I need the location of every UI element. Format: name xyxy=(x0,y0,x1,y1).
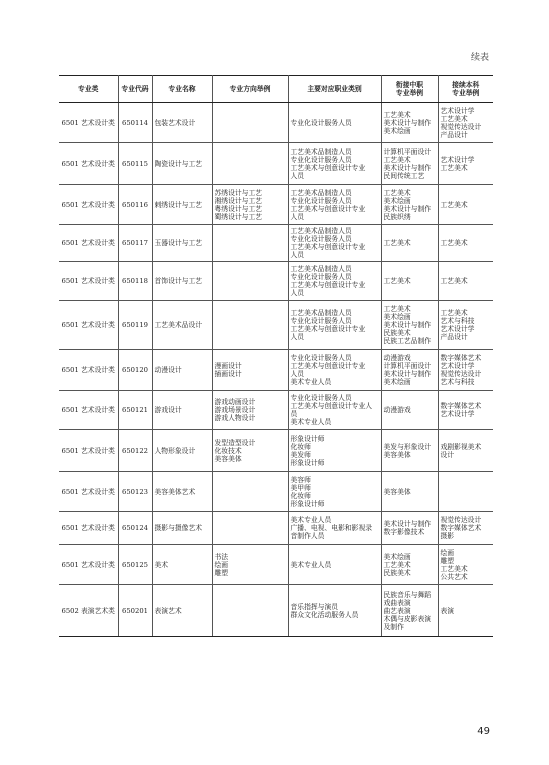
occupation-cell-line: 美术专业人员 xyxy=(290,516,332,524)
code-cell-line: 650121 xyxy=(122,406,148,414)
occupation-cell xyxy=(288,350,381,391)
undergrad-link-cell-line: 艺术设计学 xyxy=(440,362,475,370)
category-cell-line: 6501 艺术设计类 xyxy=(61,406,115,414)
secondary-link-cell xyxy=(381,185,438,225)
table-row xyxy=(59,262,493,301)
undergrad-link-cell-line: 雕塑 xyxy=(440,556,455,565)
occupation-cell-line: 工艺美术品制造人员 xyxy=(290,265,352,273)
major-name-cell xyxy=(152,103,212,143)
undergrad-link-cell xyxy=(438,143,493,185)
occupation-cell-line: 工艺美术与创意设计专业 xyxy=(290,362,366,370)
occupation-cell-line: 美甲师 xyxy=(290,483,311,492)
direction-cell-line: 游戏人物设计 xyxy=(214,414,256,422)
occupation-cell-line: 工艺美术与创意设计专业人 xyxy=(290,402,373,410)
occupation-cell xyxy=(288,225,381,262)
header-secondary-link xyxy=(381,76,438,103)
major-name-cell xyxy=(152,350,212,391)
undergrad-link-cell-line: 数字媒体艺术 xyxy=(440,402,482,410)
table-row xyxy=(59,430,493,472)
major-name-cell-line: 刺绣设计与工艺 xyxy=(154,200,203,209)
secondary-link-cell-line: 美术绘画 xyxy=(383,126,411,135)
occupation-cell-line: 专业化设计服务人员 xyxy=(290,155,352,164)
undergrad-link-cell xyxy=(438,185,493,225)
code-cell xyxy=(118,472,152,512)
table-row xyxy=(59,545,493,585)
occupation-cell-line: 工艺美术与创意设计专业 xyxy=(290,325,366,333)
category-cell xyxy=(59,301,118,350)
secondary-link-cell xyxy=(381,545,438,585)
header-line: 专业代码 xyxy=(121,85,149,93)
code-cell xyxy=(118,430,152,472)
category-cell-line: 6502 表演艺术类 xyxy=(61,606,115,615)
undergrad-link-cell-line: 工艺美术 xyxy=(440,277,468,285)
category-cell-line: 6501 艺术设计类 xyxy=(61,560,115,569)
secondary-link-cell-line: 美术绘画 xyxy=(383,313,411,321)
secondary-link-cell xyxy=(381,225,438,262)
table-row xyxy=(59,585,493,637)
direction-cell-line: 绘画 xyxy=(214,560,229,569)
major-name-cell-line: 玉器设计与工艺 xyxy=(154,239,203,247)
secondary-link-cell-line: 美术设计与制作 xyxy=(383,118,432,127)
occupation-cell xyxy=(288,430,381,472)
occupation-cell-line: 工艺美术品制造人员 xyxy=(290,188,352,197)
occupation-cell-line: 形象设计师 xyxy=(290,499,325,508)
table-row xyxy=(59,225,493,262)
category-cell xyxy=(59,185,118,225)
undergrad-link-cell-line: 数字媒体艺术 xyxy=(440,354,482,362)
occupation-cell xyxy=(288,143,381,185)
occupation-cell-line: 形象设计师 xyxy=(290,434,325,443)
occupation-cell xyxy=(288,301,381,350)
direction-cell-line: 湘绣设计与工艺 xyxy=(214,196,263,205)
category-cell xyxy=(59,472,118,512)
undergrad-link-cell xyxy=(438,391,493,430)
occupation-cell-line: 美术专业人员 xyxy=(290,418,332,426)
undergrad-link-cell-line: 产品设计 xyxy=(440,333,468,341)
major-name-cell xyxy=(152,185,212,225)
code-cell-line: 650118 xyxy=(122,277,148,285)
occupation-cell xyxy=(288,185,381,225)
occupation-cell-line: 美术专业人员 xyxy=(290,560,332,569)
continued-label: 续表 xyxy=(470,53,489,63)
code-cell xyxy=(118,512,152,545)
secondary-link-cell-line: 数字影像技术 xyxy=(383,528,425,536)
major-name-cell xyxy=(152,512,212,545)
occupation-cell-line: 专业化设计服务人员 xyxy=(290,118,352,127)
category-cell-line: 6501 艺术设计类 xyxy=(61,524,115,532)
header-line: 专业名称 xyxy=(168,85,196,93)
code-cell xyxy=(118,225,152,262)
secondary-link-cell xyxy=(381,512,438,545)
table-row xyxy=(59,391,493,430)
occupation-cell-line: 人员 xyxy=(290,370,305,378)
major-name-cell-line: 美术 xyxy=(154,560,169,569)
secondary-link-cell-line: 美术设计与制作 xyxy=(383,520,432,528)
secondary-link-cell-line: 民族美术 xyxy=(383,329,411,337)
secondary-link-cell-line: 民族织绣 xyxy=(383,212,411,221)
occupation-cell-line: 专业化设计服务人员 xyxy=(290,196,352,205)
category-cell-line: 6501 艺术设计类 xyxy=(61,159,115,168)
secondary-link-cell-line: 民族美术 xyxy=(383,568,411,577)
secondary-link-cell-line: 美容美体 xyxy=(383,487,411,496)
occupation-cell-line: 工艺美术与创意设计专业 xyxy=(290,163,366,172)
secondary-link-cell xyxy=(381,103,438,143)
direction-cell xyxy=(212,350,288,391)
undergrad-link-cell-line: 工艺美术 xyxy=(440,114,468,123)
occupation-cell-line: 音乐指挥与演员 xyxy=(290,602,339,611)
undergrad-link-cell-line: 艺术设计学 xyxy=(440,325,475,333)
code-cell xyxy=(118,391,152,430)
direction-cell-line: 漫画设计 xyxy=(214,362,242,370)
direction-cell-line: 游戏场景设计 xyxy=(214,406,256,414)
code-cell-line: 650115 xyxy=(122,159,148,168)
direction-cell xyxy=(212,185,288,225)
undergrad-link-cell-line: 公共艺术 xyxy=(440,572,468,581)
occupation-cell-line: 人员 xyxy=(290,212,305,221)
code-cell xyxy=(118,585,152,637)
major-name-cell-line: 表演艺术 xyxy=(154,606,182,615)
table-body xyxy=(59,103,493,637)
code-cell-line: 650125 xyxy=(122,560,148,569)
direction-cell xyxy=(212,262,288,301)
occupation-cell-line: 专业化设计服务人员 xyxy=(290,235,352,243)
secondary-link-cell-line: 民族工艺品制作 xyxy=(383,337,432,345)
table-row xyxy=(59,512,493,545)
major-name-cell xyxy=(152,472,212,512)
occupation-cell xyxy=(288,103,381,143)
header-line: 衔接中职 xyxy=(395,81,424,89)
secondary-link-cell-line: 美术设计与制作 xyxy=(383,163,432,172)
category-cell xyxy=(59,391,118,430)
direction-cell xyxy=(212,545,288,585)
category-cell-line: 6501 艺术设计类 xyxy=(61,366,115,374)
occupation-cell-line: 人员 xyxy=(290,171,305,180)
category-cell xyxy=(59,262,118,301)
major-name-cell xyxy=(152,391,212,430)
occupation-cell xyxy=(288,391,381,430)
category-cell-line: 6501 艺术设计类 xyxy=(61,446,115,455)
direction-cell xyxy=(212,301,288,350)
occupation-cell-line: 工艺美术与创意设计专业 xyxy=(290,204,366,213)
category-cell xyxy=(59,430,118,472)
undergrad-link-cell-line: 绘画 xyxy=(440,548,455,557)
secondary-link-cell xyxy=(381,262,438,301)
undergrad-link-cell-line: 工艺美术 xyxy=(440,239,468,247)
secondary-link-cell-line: 计算机平面设计 xyxy=(383,147,432,156)
secondary-link-cell-line: 戏曲表演 xyxy=(383,598,411,607)
table-row xyxy=(59,185,493,225)
undergrad-link-cell-line: 视觉传达设计 xyxy=(440,370,482,378)
secondary-link-cell-line: 工艺美术 xyxy=(383,560,411,569)
major-name-cell-line: 游戏设计 xyxy=(154,406,182,414)
major-name-cell xyxy=(152,585,212,637)
undergrad-link-cell-line: 设计 xyxy=(440,450,455,459)
major-name-cell xyxy=(152,225,212,262)
occupation-cell-line: 形象设计师 xyxy=(290,458,325,467)
direction-cell xyxy=(212,103,288,143)
header-line: 接续本科 xyxy=(452,81,480,89)
category-cell xyxy=(59,545,118,585)
major-catalog-table-container xyxy=(59,75,493,637)
table-row xyxy=(59,301,493,350)
secondary-link-cell-line: 美容美体 xyxy=(383,450,411,459)
undergrad-link-cell xyxy=(438,512,493,545)
category-cell xyxy=(59,103,118,143)
major-name-cell-line: 陶瓷设计与工艺 xyxy=(154,159,203,168)
occupation-cell-line: 美容师 xyxy=(290,475,311,484)
undergrad-link-cell-line: 摄影 xyxy=(440,532,455,540)
undergrad-link-cell-line: 工艺美术 xyxy=(440,163,468,172)
occupation-cell-line: 工艺美术与创意设计专业 xyxy=(290,281,366,289)
undergrad-link-cell-line: 工艺美术 xyxy=(440,200,468,209)
header-major-name xyxy=(152,76,212,103)
direction-cell xyxy=(212,225,288,262)
occupation-cell xyxy=(288,545,381,585)
secondary-link-cell-line: 工艺美术 xyxy=(383,239,411,247)
direction-cell-line: 美容美体 xyxy=(214,454,242,463)
occupation-cell-line: 工艺美术品制造人员 xyxy=(290,147,352,156)
secondary-link-cell-line: 民族音乐与舞蹈 xyxy=(383,590,432,599)
direction-cell-line: 苏绣设计与工艺 xyxy=(214,188,263,197)
direction-cell-line: 插画设计 xyxy=(214,370,242,378)
occupation-cell-line: 工艺美术品制造人员 xyxy=(290,227,352,235)
direction-cell xyxy=(212,391,288,430)
occupation-cell xyxy=(288,585,381,637)
category-cell xyxy=(59,143,118,185)
secondary-link-cell-line: 工艺美术 xyxy=(383,305,411,313)
code-cell-line: 650201 xyxy=(122,606,148,615)
code-cell-line: 650117 xyxy=(122,239,148,247)
undergrad-link-cell-line: 视觉传达设计 xyxy=(440,516,482,524)
category-cell-line: 6501 艺术设计类 xyxy=(61,277,115,285)
header-category xyxy=(59,76,118,103)
occupation-cell-line: 人员 xyxy=(290,251,305,259)
code-cell-line: 650119 xyxy=(122,321,148,329)
undergrad-link-cell-line: 艺术设计学 xyxy=(440,410,475,418)
secondary-link-cell-line: 木偶与皮影表演 xyxy=(383,614,432,623)
occupation-cell-line: 专业化设计服务人员 xyxy=(290,354,352,362)
undergrad-link-cell xyxy=(438,430,493,472)
direction-cell xyxy=(212,430,288,472)
code-cell xyxy=(118,545,152,585)
direction-cell-line: 蜀绣设计与工艺 xyxy=(214,212,263,221)
undergrad-link-cell xyxy=(438,585,493,637)
secondary-link-cell-line: 动漫游戏 xyxy=(383,406,411,414)
secondary-link-cell xyxy=(381,350,438,391)
code-cell xyxy=(118,185,152,225)
page-number: 49 xyxy=(477,726,490,737)
occupation-cell-line: 音制作人员 xyxy=(290,532,325,540)
header-code xyxy=(118,76,152,103)
secondary-link-cell-line: 曲艺表演 xyxy=(383,606,411,615)
occupation-cell-line: 美发师 xyxy=(290,450,311,459)
header-line: 专业方向举例 xyxy=(229,85,271,93)
code-cell xyxy=(118,143,152,185)
occupation-cell-line: 人员 xyxy=(290,289,305,297)
secondary-link-cell xyxy=(381,143,438,185)
code-cell xyxy=(118,262,152,301)
undergrad-link-cell-line: 艺术与科技 xyxy=(440,378,475,386)
direction-cell xyxy=(212,143,288,185)
table-row xyxy=(59,143,493,185)
undergrad-link-cell xyxy=(438,545,493,585)
header-line: 主要对应职业类别 xyxy=(307,85,362,93)
undergrad-link-cell-line: 表演 xyxy=(440,606,455,615)
major-name-cell-line: 动漫设计 xyxy=(154,366,182,374)
direction-cell xyxy=(212,585,288,637)
code-cell-line: 650122 xyxy=(122,446,148,455)
code-cell-line: 650123 xyxy=(122,487,148,496)
major-name-cell-line: 首饰设计与工艺 xyxy=(154,277,203,285)
secondary-link-cell-line: 美术设计与制作 xyxy=(383,370,432,378)
undergrad-link-cell-line: 艺术设计学 xyxy=(440,106,475,115)
undergrad-link-cell xyxy=(438,225,493,262)
undergrad-link-cell-line: 艺术与科技 xyxy=(440,317,475,325)
occupation-cell-line: 专业化设计服务人员 xyxy=(290,394,352,402)
major-name-cell-line: 工艺美术品设计 xyxy=(154,321,203,329)
secondary-link-cell-line: 及制作 xyxy=(383,622,404,631)
header-line: 专业举例 xyxy=(395,89,424,97)
occupation-cell xyxy=(288,262,381,301)
direction-cell-line: 雕塑 xyxy=(214,568,229,577)
direction-cell xyxy=(212,512,288,545)
secondary-link-cell-line: 美术设计与制作 xyxy=(383,321,432,329)
undergrad-link-cell xyxy=(438,472,493,512)
undergrad-link-cell-line: 视觉传达设计 xyxy=(440,122,482,131)
major-name-cell-line: 包装艺术设计 xyxy=(154,118,196,127)
major-name-cell xyxy=(152,545,212,585)
major-name-cell xyxy=(152,143,212,185)
secondary-link-cell-line: 民间传统工艺 xyxy=(383,171,425,180)
table-row xyxy=(59,103,493,143)
secondary-link-cell xyxy=(381,585,438,637)
table-row xyxy=(59,350,493,391)
secondary-link-cell xyxy=(381,301,438,350)
table-row xyxy=(59,472,493,512)
major-name-cell-line: 摄影与摄像艺术 xyxy=(154,524,203,532)
undergrad-link-cell-line: 工艺美术 xyxy=(440,564,468,573)
header-line: 专业类 xyxy=(78,85,99,93)
undergrad-link-cell xyxy=(438,262,493,301)
direction-cell-line: 游戏动画设计 xyxy=(214,398,256,406)
category-cell-line: 6501 艺术设计类 xyxy=(61,487,115,496)
occupation-cell xyxy=(288,512,381,545)
secondary-link-cell-line: 美发与形象设计 xyxy=(383,442,432,451)
occupation-cell-line: 化妆师 xyxy=(290,491,311,500)
major-name-cell-line: 人物形象设计 xyxy=(154,446,196,455)
category-cell xyxy=(59,512,118,545)
direction-cell-line: 粤绣设计与工艺 xyxy=(214,204,263,213)
major-catalog-table xyxy=(59,75,493,637)
header-undergrad-link xyxy=(438,76,493,103)
major-name-cell xyxy=(152,430,212,472)
direction-cell-line: 发型造型设计 xyxy=(214,438,256,447)
secondary-link-cell-line: 美术绘画 xyxy=(383,552,411,561)
occupation-cell-line: 专业化设计服务人员 xyxy=(290,273,352,281)
undergrad-link-cell-line: 数字媒体艺术 xyxy=(440,524,482,532)
major-name-cell xyxy=(152,262,212,301)
occupation-cell-line: 员 xyxy=(290,410,298,418)
secondary-link-cell-line: 工艺美术 xyxy=(383,277,411,285)
secondary-link-cell-line: 工艺美术 xyxy=(383,110,411,119)
occupation-cell xyxy=(288,472,381,512)
code-cell xyxy=(118,301,152,350)
code-cell-line: 650116 xyxy=(122,200,148,209)
code-cell-line: 650114 xyxy=(122,118,148,127)
category-cell-line: 6501 艺术设计类 xyxy=(61,321,115,329)
occupation-cell-line: 群众文化活动服务人员 xyxy=(290,610,359,619)
category-cell-line: 6501 艺术设计类 xyxy=(61,200,115,209)
undergrad-link-cell xyxy=(438,103,493,143)
header-line: 专业举例 xyxy=(452,89,480,97)
direction-cell-line: 书法 xyxy=(214,552,229,561)
code-cell-line: 650124 xyxy=(122,524,148,532)
category-cell xyxy=(59,350,118,391)
secondary-link-cell-line: 工艺美术 xyxy=(383,188,411,197)
secondary-link-cell-line: 美术设计与制作 xyxy=(383,204,432,213)
occupation-cell-line: 专业化设计服务人员 xyxy=(290,317,352,325)
secondary-link-cell-line: 工艺美术 xyxy=(383,155,411,164)
secondary-link-cell-line: 美术绘画 xyxy=(383,378,411,386)
major-name-cell-line: 美容美体艺术 xyxy=(154,487,196,496)
table-header-row xyxy=(59,76,493,103)
occupation-cell-line: 美术专业人员 xyxy=(290,378,332,386)
secondary-link-cell xyxy=(381,472,438,512)
undergrad-link-cell-line: 艺术设计学 xyxy=(440,155,475,164)
major-name-cell xyxy=(152,301,212,350)
category-cell xyxy=(59,225,118,262)
direction-cell-line: 化妆技术 xyxy=(214,446,242,455)
undergrad-link-cell-line: 产品设计 xyxy=(440,130,468,139)
category-cell-line: 6501 艺术设计类 xyxy=(61,118,115,127)
secondary-link-cell xyxy=(381,430,438,472)
header-direction xyxy=(212,76,288,103)
undergrad-link-cell xyxy=(438,350,493,391)
occupation-cell-line: 化妆师 xyxy=(290,442,311,451)
occupation-cell-line: 工艺美术品制造人员 xyxy=(290,309,352,317)
secondary-link-cell-line: 计算机平面设计 xyxy=(383,362,432,370)
category-cell-line: 6501 艺术设计类 xyxy=(61,239,115,247)
undergrad-link-cell-line: 工艺美术 xyxy=(440,309,468,317)
header-occupation xyxy=(288,76,381,103)
occupation-cell-line: 广播、电视、电影和影视录 xyxy=(290,524,373,532)
occupation-cell-line: 工艺美术与创意设计专业 xyxy=(290,243,366,251)
secondary-link-cell xyxy=(381,391,438,430)
code-cell xyxy=(118,350,152,391)
secondary-link-cell-line: 动漫游戏 xyxy=(383,354,411,362)
secondary-link-cell-line: 美术绘画 xyxy=(383,196,411,205)
code-cell xyxy=(118,103,152,143)
undergrad-link-cell-line: 戏剧影视美术 xyxy=(440,442,482,451)
undergrad-link-cell xyxy=(438,301,493,350)
occupation-cell-line: 人员 xyxy=(290,333,305,341)
direction-cell xyxy=(212,472,288,512)
category-cell xyxy=(59,585,118,637)
code-cell-line: 650120 xyxy=(122,366,148,374)
